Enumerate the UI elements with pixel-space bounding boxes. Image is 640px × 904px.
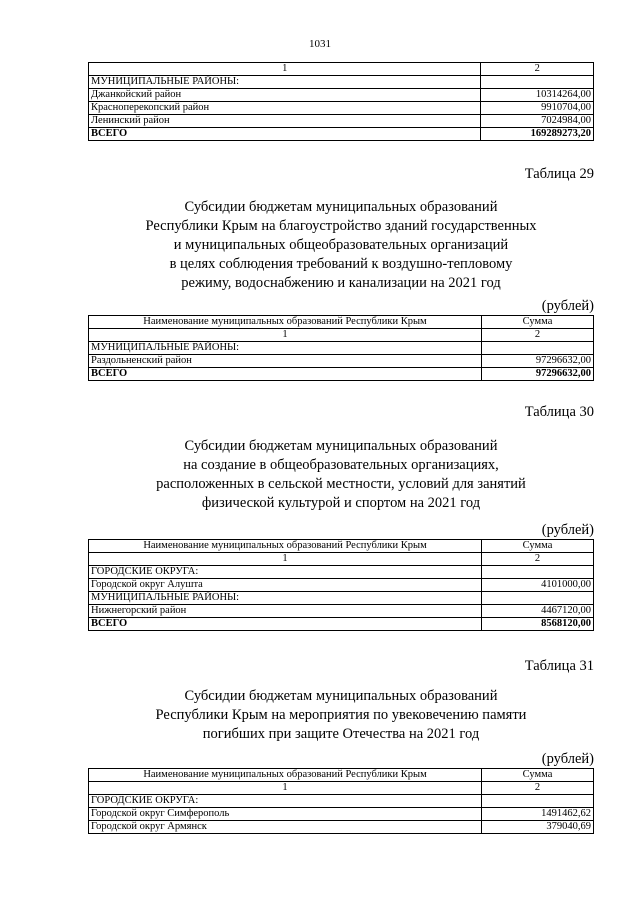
row-sum: 4467120,00 [482,605,594,618]
title-line: и муниципальных общеобразовательных организаций [173,237,509,253]
row-sum: 97296632,00 [481,355,593,368]
index-cell-name: 1 [89,329,482,342]
total-label: ВСЕГО [89,128,481,141]
table-total-row [89,368,594,381]
table-row [89,592,594,605]
row-sum: 10314264,00 [481,89,594,102]
table-31 [88,768,594,834]
row-sum: 4101000,00 [482,579,594,592]
table-header-row [89,540,594,553]
table-30-title [88,437,594,513]
index-cell-sum: 2 [482,782,594,795]
row-name: Городской округ Армянск [89,821,482,834]
row-name: Джанкойский район [89,89,481,102]
table-row [89,808,594,821]
table-total-row [89,128,594,141]
row-sum [481,76,594,89]
table-31-unit: (рублей) [541,751,594,767]
table-index-row [89,63,594,76]
title-line: погибших при защите Отечества на 2021 год [202,726,480,742]
index-cell-name: 1 [89,782,482,795]
title-line: Субсидии бюджетам муниципальных образований [184,688,498,704]
table-29 [88,315,594,381]
total-sum: 169289273,20 [481,128,594,141]
index-cell-sum: 2 [482,553,594,566]
header-sum: Сумма [481,316,593,329]
table-row [89,821,594,834]
table-row [89,605,594,618]
table-row [89,342,594,355]
title-line: на создание в общеобразовательных организациях, [183,457,499,473]
row-name: Ленинский район [89,115,481,128]
row-sum [482,566,594,579]
page-number: 1031 [309,38,331,50]
table-30-label: Таблица 30 [524,404,594,420]
row-name: Городской округ Симферополь [89,808,482,821]
table-row [89,89,594,102]
table-31-title [88,687,594,744]
table-header-row [89,316,594,329]
title-line: в целях соблюдения требований к воздушно-тепловому [169,256,513,272]
table-header-row [89,769,594,782]
row-sum: 7024984,00 [481,115,594,128]
table-row [89,102,594,115]
title-line: Субсидии бюджетам муниципальных образований [184,199,498,215]
row-name: МУНИЦИПАЛЬНЫЕ РАЙОНЫ: [89,592,482,605]
table-index-row [89,329,594,342]
table-index-row [89,553,594,566]
header-sum: Сумма [482,769,594,782]
title-line: Республики Крым на мероприятия по увековечению памяти [155,707,527,723]
title-line: расположенных в сельской местности, условий для занятий [156,476,526,492]
row-name: МУНИЦИПАЛЬНЫЕ РАЙОНЫ: [89,342,482,355]
table-29-label: Таблица 29 [524,166,594,182]
index-cell-sum: 2 [481,329,593,342]
table-row [89,76,594,89]
row-sum: 9910704,00 [481,102,594,115]
table-row [89,355,594,368]
row-name: Раздольненский район [89,355,482,368]
header-name: Наименование муниципальных образований Республики Крым [89,769,482,782]
index-cell-name: 1 [89,63,481,76]
table-total-row [89,618,594,631]
row-name: Нижнегорский район [89,605,482,618]
table-continuation [88,62,594,141]
total-label: ВСЕГО [89,368,482,381]
table-30-unit: (рублей) [541,522,594,538]
row-name: МУНИЦИПАЛЬНЫЕ РАЙОНЫ: [89,76,481,89]
row-sum: 1491462,62 [482,808,594,821]
index-cell-sum: 2 [481,63,594,76]
row-sum [481,342,593,355]
total-label: ВСЕГО [89,618,482,631]
table-30 [88,539,594,631]
total-sum: 97296632,00 [481,368,593,381]
header-name: Наименование муниципальных образований Республики Крым [89,540,482,553]
title-line: Субсидии бюджетам муниципальных образований [184,438,498,454]
row-name: Красноперекопский район [89,102,481,115]
row-name: Городской округ Алушта [89,579,482,592]
row-sum: 379040,69 [482,821,594,834]
table-index-row [89,782,594,795]
table-row [89,566,594,579]
row-name: ГОРОДСКИЕ ОКРУГА: [89,795,482,808]
table-29-title [88,198,594,293]
row-name: ГОРОДСКИЕ ОКРУГА: [89,566,482,579]
row-sum [482,592,594,605]
total-sum: 8568120,00 [482,618,594,631]
title-line: физической культурой и спортом на 2021 год [201,495,481,511]
table-29-unit: (рублей) [541,298,594,314]
row-sum [482,795,594,808]
title-line: Республики Крым на благоустройство зданий государственных [145,218,537,234]
table-31-label: Таблица 31 [524,658,594,674]
header-sum: Сумма [482,540,594,553]
table-row [89,579,594,592]
title-line: режиму, водоснабжению и канализации на 2021 год [181,275,501,291]
header-name: Наименование муниципальных образований Республики Крым [89,316,482,329]
table-row [89,115,594,128]
index-cell-name: 1 [89,553,482,566]
table-row [89,795,594,808]
